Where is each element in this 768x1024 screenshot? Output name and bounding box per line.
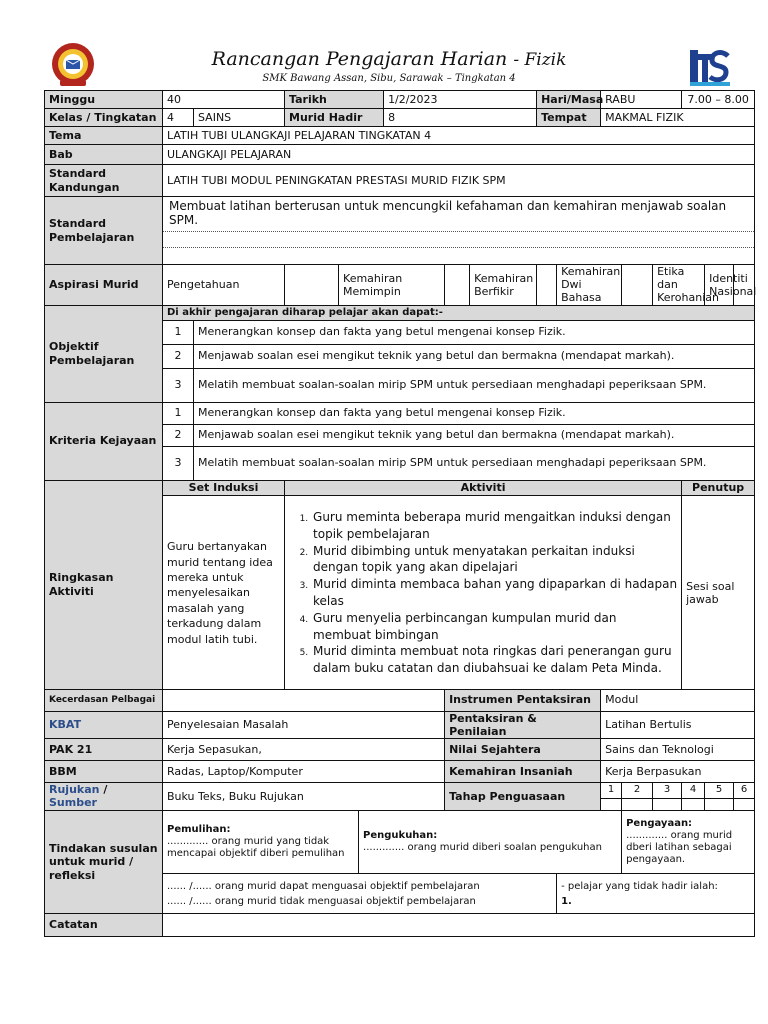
hari-value: RABU (601, 91, 682, 109)
sp-value: Membuat latihan berterusan untuk mencungkil kefahaman dan kemahiran menjawab soalan SPM. (163, 198, 754, 232)
tahap-box (734, 798, 755, 810)
aspirasi-box (285, 265, 339, 306)
row-kecerdasan (45, 689, 755, 711)
kriteria-text: Menjawab soalan esei mengikut teknik yang betul dan bermakna (mendapat markah). (194, 424, 755, 446)
bab-label: Bab (45, 145, 163, 165)
catatan-value (163, 913, 755, 936)
tahap-label: Tahap Penguasaan (445, 782, 601, 810)
nilai-label: Nilai Sejahtera (445, 738, 601, 760)
bbm-label: BBM (45, 760, 163, 782)
aspirasi-pengetahuan: Pengetahuan (163, 265, 285, 306)
ts-logo-icon (688, 44, 732, 88)
tahap-box (601, 798, 622, 810)
row-aspirasi (45, 265, 755, 306)
aspirasi-box (622, 265, 653, 306)
aspirasi-box (537, 265, 557, 306)
objektif-number: 2 (163, 344, 194, 368)
tempat-value: MAKMAL FIZIK (601, 109, 755, 127)
tahap-box (622, 798, 653, 810)
aktiviti-list (289, 509, 677, 677)
row-rujukan-a (45, 782, 755, 798)
tema-value: LATIH TUBI ULANGKAJI PELAJARAN TINGKATAN 4 (163, 127, 755, 145)
instrumen-label: Instrumen Pentaksiran (445, 689, 601, 711)
refleksi-line: ...... /...... orang murid dapat menguasai objektif pembelajaran (167, 881, 480, 893)
objektif-number: 3 (163, 368, 194, 402)
ringkasan-header-row (45, 480, 755, 495)
objektif-text: Menjawab soalan esei mengikut teknik yang betul dan bermakna (mendapat markah). (194, 344, 755, 368)
masa-value: 7.00 – 8.00 (682, 91, 755, 109)
catatan-label: Catatan (45, 913, 163, 936)
objektif-label: Objektif Pembelajaran (45, 305, 163, 402)
bbm-value: Radas, Laptop/Komputer (163, 760, 445, 782)
pemulihan-title: Pemulihan: (167, 824, 231, 836)
kriteria-text: Melatih membuat soalan-soalan mirip SPM untuk persediaan menghadapi peperiksaan SPM. (194, 446, 755, 480)
pengayaan-text: ............. orang murid dberi latihan sebagai pengayaan. (626, 830, 733, 866)
aktiviti-item: 1. Guru meminta beberapa murid mengaitkan induksi dengan topik pembelajaran (311, 509, 677, 543)
aspirasi-identiti: Identiti Nasional (705, 265, 734, 306)
tahap-level: 6 (734, 782, 755, 798)
pengayaan-title: Pengayaan: (626, 818, 693, 830)
row-tindakan-a (45, 810, 755, 873)
page-title: Rancangan Pengajaran Harian - Fizik (211, 48, 567, 70)
set-induksi-header: Set Induksi (163, 480, 285, 495)
absent-entry: 1. (561, 896, 572, 908)
row-tema (45, 127, 755, 145)
penutup-header: Penutup (682, 480, 755, 495)
objektif-number: 1 (163, 320, 194, 344)
rujukan-value: Buku Teks, Buku Rujukan (163, 782, 445, 810)
pengukuhan-title: Pengukuhan: (363, 830, 438, 842)
row-bbm (45, 760, 755, 782)
tempat-label: Tempat (537, 109, 601, 127)
pak21-value: Kerja Sepasukan, (163, 738, 445, 760)
hadir-value: 8 (384, 109, 537, 127)
tarikh-value: 1/2/2023 (384, 91, 537, 109)
aktiviti-item: 3. Murid diminta membaca bahan yang dipaparkan di hadapan kelas (311, 576, 677, 610)
aspirasi-dwibahasa: Kemahiran Dwi Bahasa (557, 265, 622, 306)
aktiviti-item: 2. Murid dibimbing untuk menyatakan perkaitan induksi dengan topik yang akan dipelajari (311, 543, 677, 577)
row-catatan (45, 913, 755, 936)
kecerdasan-label: Kecerdasan Pelbagai (45, 689, 163, 711)
refleksi-line: ...... /...... orang murid tidak menguasai objektif pembelajaran (167, 896, 476, 908)
page-subtitle: SMK Bawang Assan, Sibu, Sarawak – Tingkatan 4 (262, 73, 516, 84)
aktiviti-header: Aktiviti (285, 480, 682, 495)
kriteria-number: 2 (163, 424, 194, 446)
lesson-plan-table (44, 90, 755, 937)
minggu-value: 40 (163, 91, 285, 109)
row-kelas (45, 109, 755, 127)
ringkasan-label: Ringkasan Aktiviti (45, 480, 163, 689)
kbat-value: Penyelesaian Masalah (163, 711, 445, 738)
aktiviti-item: 5. Murid diminta membuat nota ringkas dari penerangan guru dalam buku catatan dan diubahsuai ke dalam Peta Minda. (311, 643, 677, 677)
hari-label: Hari/Masa (537, 91, 601, 109)
objektif-intro: Di akhir pengajaran diharap pelajar akan dapat:- (163, 305, 755, 320)
absent-label: - pelajar yang tidak hadir ialah: (561, 881, 718, 893)
pentaksiran-value: Latihan Bertulis (601, 711, 755, 738)
minggu-label: Minggu (45, 91, 163, 109)
row-standard-kandungan (45, 165, 755, 197)
kelas-label: Kelas / Tingkatan (45, 109, 163, 127)
sk-value: LATIH TUBI MODUL PENINGKATAN PRESTASI MURID FIZIK SPM (163, 165, 755, 197)
aspirasi-memimpin: Kemahiran Memimpin (339, 265, 445, 306)
aspirasi-etika: Etika dan Kerohanian (653, 265, 705, 306)
sp-label: Standard Pembelajaran (45, 197, 163, 265)
row-pak21 (45, 738, 755, 760)
row-kbat (45, 711, 755, 738)
penutup-text: Sesi soal jawab (682, 495, 755, 689)
aspirasi-berfikir: Kemahiran Berfikir (470, 265, 537, 306)
kriteria-row (45, 402, 755, 424)
kriteria-number: 3 (163, 446, 194, 480)
tindakan-label: Tindakan susulan untuk murid / refleksi (45, 810, 163, 913)
row-bab (45, 145, 755, 165)
pengayaan-cell (622, 810, 755, 873)
aktiviti-item: 4. Guru menyelia perbincangan kumpulan murid dan membuat bimbingan (311, 610, 677, 644)
sk-label: Standard Kandungan (45, 165, 163, 197)
pak21-label: PAK 21 (45, 738, 163, 760)
row-objektif-intro (45, 305, 755, 320)
aspirasi-box (445, 265, 470, 306)
sp-blank-line (163, 232, 754, 248)
page-header (44, 40, 734, 92)
nilai-value: Sains dan Teknologi (601, 738, 755, 760)
tema-label: Tema (45, 127, 163, 145)
absent-cell (557, 873, 755, 913)
tingkatan-value: 4 (163, 109, 194, 127)
tahap-level: 2 (622, 782, 653, 798)
kemahiran-label: Kemahiran Insaniah (445, 760, 601, 782)
tahap-level: 1 (601, 782, 622, 798)
pentaksiran-label: Pentaksiran & Penilaian (445, 711, 601, 738)
pemulihan-text: ............. orang murid yang tidak mencapai objektif diberi pemulihan (167, 836, 345, 860)
objektif-text: Melatih membuat soalan-soalan mirip SPM untuk persediaan menghadapi peperiksaan SPM. (194, 368, 755, 402)
bab-value: ULANGKAJI PELAJARAN (163, 145, 755, 165)
tahap-level: 3 (653, 782, 682, 798)
hadir-label: Murid Hadir (285, 109, 384, 127)
pengukuhan-text: ............. orang murid diberi soalan pengukuhan (363, 842, 602, 854)
aspirasi-label: Aspirasi Murid (45, 265, 163, 306)
kriteria-label: Kriteria Kejayaan (45, 402, 163, 480)
kriteria-number: 1 (163, 402, 194, 424)
kbat-label: KBAT (45, 711, 163, 738)
tahap-box (705, 798, 734, 810)
sp-blank-line (163, 248, 754, 264)
kelas-value: SAINS (194, 109, 285, 127)
pengukuhan-cell (359, 810, 622, 873)
instrumen-value: Modul (601, 689, 755, 711)
tahap-box (653, 798, 682, 810)
objektif-text: Menerangkan konsep dan fakta yang betul mengenai konsep Fizik. (194, 320, 755, 344)
pemulihan-cell (163, 810, 359, 873)
kriteria-text: Menerangkan konsep dan fakta yang betul mengenai konsep Fizik. (194, 402, 755, 424)
tarikh-label: Tarikh (285, 91, 384, 109)
kecerdasan-value (163, 689, 445, 711)
row-minggu (45, 91, 755, 109)
refleksi-cell (163, 873, 557, 913)
tahap-level: 5 (705, 782, 734, 798)
row-standard-pembelajaran (45, 197, 755, 265)
tahap-box (682, 798, 705, 810)
kemahiran-value: Kerja Berpasukan (601, 760, 755, 782)
set-induksi-text: Guru bertanyakan murid tentang idea mereka untuk menyelesaikan masalah yang terkadung dalam modul latih tubi. (163, 495, 285, 689)
tahap-level: 4 (682, 782, 705, 798)
rujukan-label: Rujukan / Sumber (45, 782, 163, 810)
